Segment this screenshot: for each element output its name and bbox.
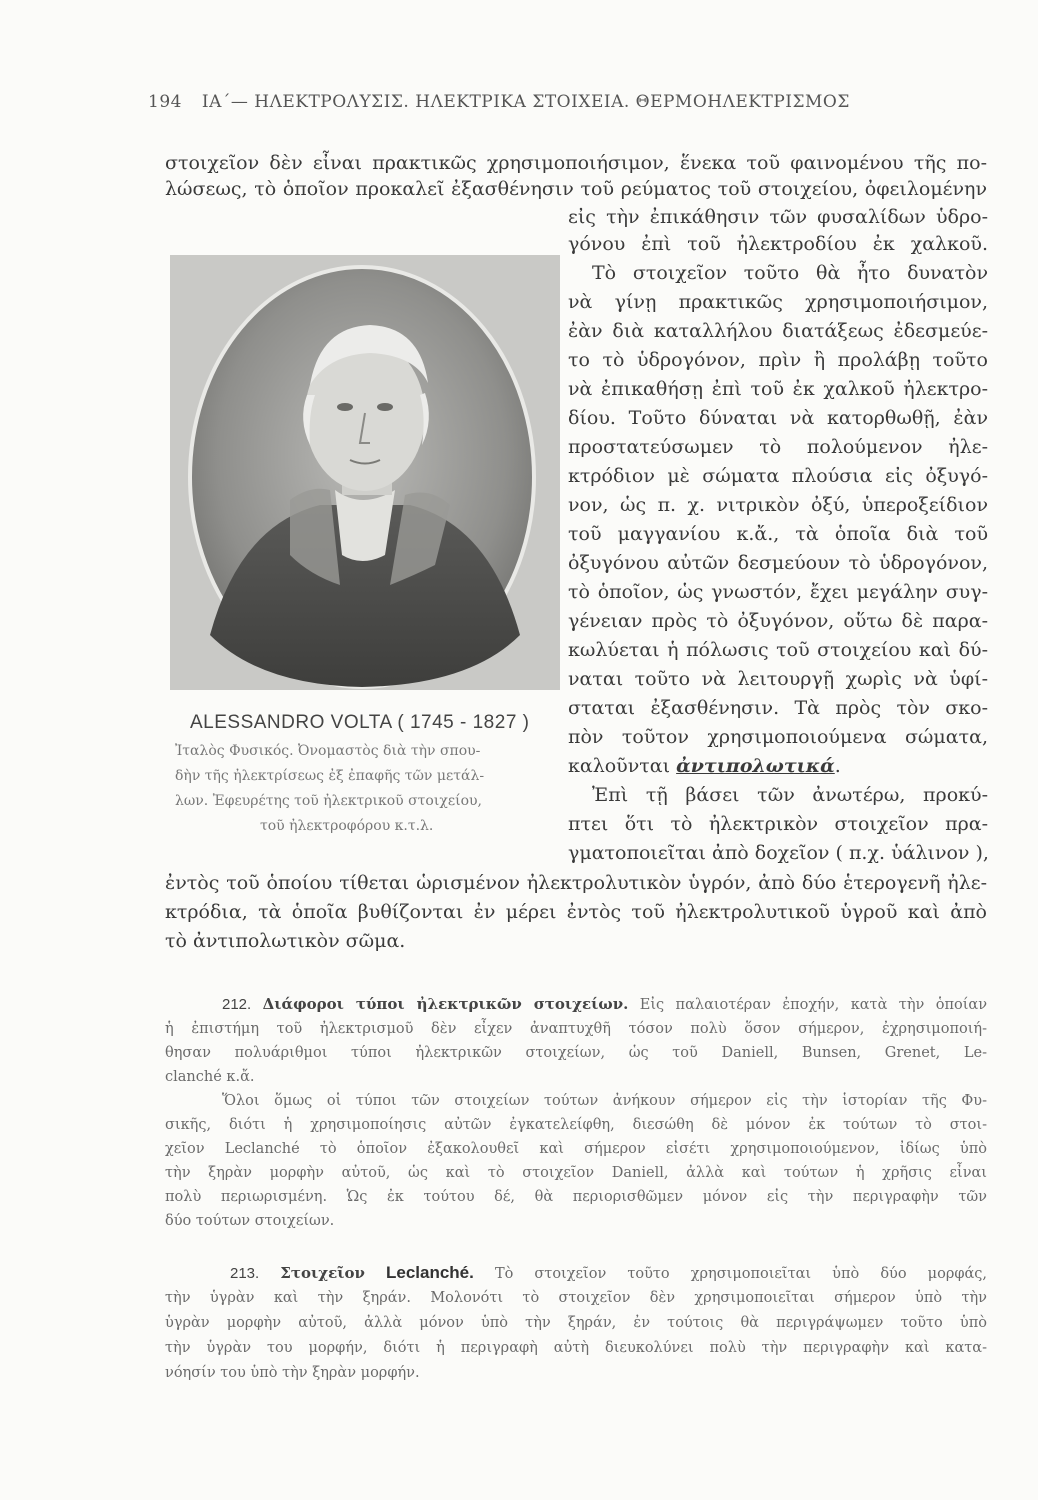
text-line: σταται ἐξασθένησιν. Τὰ πρὸς τὸν σκο-: [568, 697, 988, 719]
section-number: 213.: [230, 1265, 260, 1282]
text-line: γένειαν πρὸς τὸ ὀξυγόνον, οὕτω δὲ παρα-: [568, 610, 988, 632]
text-line: γόνου ἐπὶ τοῦ ἠλεκτροδίου ἐκ χαλκοῦ.: [568, 233, 988, 255]
text-line: τὴν ὑγρὰν του μορφήν, διότι ἡ περιγραφὴ αὐτὴ διευκολύνει πολὺ τὴν περιγραφὴν καὶ κατα-: [165, 1340, 987, 1356]
section-number: 212.: [222, 996, 252, 1013]
term-antipolotika: ἀντιπολωτικά: [676, 755, 835, 777]
section-title: Διάφοροι τύποι ἠλεκτρικῶν στοιχείων.: [262, 995, 629, 1013]
section-213-heading-line: [230, 1263, 987, 1283]
text-line: ἡ ἐπιστήμη τοῦ ἠλεκτρισμοῦ δὲν εἶχεν ἀναπτυχθῆ τόσον πολὺ ὅσον σήμερον, ἐχρησιμοποιή-: [165, 1021, 987, 1037]
text-line: νὰ γίνῃ πρακτικῶς χρησιμοποιήσιμον,: [568, 291, 988, 313]
text-line: [568, 755, 988, 777]
text-line: τὸ ὁποῖον, ὡς γνωστόν, ἔχει μεγάλην συγ-: [568, 581, 988, 603]
caption-line: λων. Ἐφευρέτης τοῦ ἠλεκτρικοῦ στοιχείου,: [175, 793, 482, 809]
text-line: κωλύεται ἡ πόλωσις τοῦ στοιχείου καὶ δύ-: [568, 639, 988, 661]
caption-line: τοῦ ἠλεκτροφόρου κ.τ.λ.: [260, 818, 434, 834]
text-line: θησαν πολυάριθμοι τύποι ἠλεκτρικῶν στοιχείων, ὡς τοῦ Daniell, Bunsen, Grenet, Le-: [165, 1045, 987, 1061]
text-line: κτρόδια, τὰ ὁποῖα βυθίζονται ἐν μέρει ἐντὸς τοῦ ἠλεκτρολυτικοῦ ὑγροῦ καὶ ἀπὸ: [165, 901, 987, 923]
text-fragment: Εἰς παλαιοτέραν ἐποχήν, κατὰ τὴν ὁποίαν: [639, 997, 988, 1013]
section-title-brand: Leclanché.: [385, 1263, 474, 1282]
caption-line: Ἰταλὸς Φυσικός. Ὀνομαστὸς διὰ τὴν σπου-: [175, 743, 481, 759]
text-line: ὀξυγόνου αὐτῶν δεσμεύουν τὸ ὑδρογόνον,: [568, 552, 988, 574]
text-line: προστατεύσωμεν τὸ πολούμενον ἠλε-: [568, 436, 988, 458]
text-line: σικῆς, διότι ἡ χρησιμοποίησις αὐτῶν ἐγκατελείφθη, διεσώθη δὲ μόνον ἐκ τούτων τὸ στοι-: [165, 1117, 987, 1133]
text-line: εἰς τὴν ἐπικάθησιν τῶν φυσαλίδων ὑδρο-: [568, 206, 988, 228]
text-line: δύο τούτων στοιχείων.: [165, 1213, 335, 1229]
text-line: χεῖον Leclanché τὸ ὁποῖον ἐξακολουθεῖ καὶ σήμερον εἰσέτι χρησιμοποιούμενον, ἰδίως ὑπὸ: [165, 1141, 987, 1157]
text-line: τὴν ξηρὰν μορφὴν αὐτοῦ, ὡς καὶ τὸ στοιχεῖον Daniell, ἀλλὰ καὶ τούτων ἡ χρῆσις εἶναι: [165, 1165, 987, 1181]
text-line: ἐὰν διὰ καταλλήλου διατάξεως ἐδεσμεύε-: [568, 320, 988, 342]
text-line: κτρόδιον μὲ σώματα πλούσια εἰς ὀξυγό-: [568, 465, 988, 487]
text-line: ὑγρὰν μορφὴν αὐτοῦ, ἀλλὰ μόνον ὑπὸ τὴν ξηράν, ἐν τούτοις θὰ περιγράψωμεν τοῦτο ὑπὸ: [165, 1315, 987, 1331]
section-212-heading-line: [222, 995, 987, 1013]
text-line: Ὅλοι ὅμως οἱ τύποι τῶν στοιχείων τούτων ἀνήκουν σήμερον εἰς τὴν ἱστορίαν τῆς Φυ-: [222, 1093, 987, 1109]
text-line: Τὸ στοιχεῖον τοῦτο θὰ ἦτο δυνατὸν: [592, 262, 988, 284]
text-line: Ἐπὶ τῇ βάσει τῶν ἀνωτέρω, προκύ-: [592, 784, 988, 806]
text-line: δίου. Τοῦτο δύναται νὰ κατορθωθῇ, ἐὰν: [568, 407, 988, 429]
caption-title: ALESSANDRO VOLTA ( 1745 - 1827 ): [190, 712, 530, 733]
text-line: το τὸ ὑδρογόνον, πρὶν ἢ προλάβῃ τοῦτο: [568, 349, 988, 371]
running-title: ΙΑ΄— ΗΛΕΚΤΡΟΛΥΣΙΣ. ΗΛΕΚΤΡΙΚΑ ΣΤΟΙΧΕΙΑ. ΘΕΡΜΟΗΛΕΚΤΡΙΣΜΟΣ: [201, 92, 850, 112]
text-line: στοιχεῖον δὲν εἶναι πρακτικῶς χρησιμοποιήσιμον, ἕνεκα τοῦ φαινομένου τῆς πο-: [165, 152, 987, 174]
text-line: πολὺ περιωρισμένη. Ὡς ἐκ τούτου δέ, θὰ περιορισθῶμεν μόνον εἰς τὴν περιγραφὴν τῶν: [165, 1189, 987, 1205]
text-fragment: Τὸ στοιχεῖον τοῦτο χρησιμοποιεῖται ὑπὸ δύο μορφάς,: [494, 1266, 988, 1282]
text-line: πτει ὅτι τὸ ἠλεκτρικὸν στοιχεῖον πρα-: [568, 813, 988, 835]
text-line: ναται τοῦτο νὰ λειτουργῇ χωρὶς νὰ ὑφί-: [568, 668, 988, 690]
text-line: νον, ὡς π. χ. νιτρικὸν ὀξύ, ὑπεροξείδιον: [568, 494, 988, 516]
text-line: τὸ ἀντιπολωτικὸν σῶμα.: [165, 930, 406, 952]
text-line: ἐντὸς τοῦ ὁποίου τίθεται ὡρισμένον ἠλεκτρολυτικὸν ὑγρόν, ἀπὸ δύο ἑτερογενῆ ἠλε-: [165, 872, 987, 894]
text-line: νόησίν του ὑπὸ τὴν ξηρὰν μορφήν.: [165, 1365, 420, 1381]
text-line: λώσεως, τὸ ὁποῖον προκαλεῖ ἐξασθένησιν τοῦ ρεύματος τοῦ στοιχείου, ὀφειλομένην: [165, 178, 987, 200]
text-line: clanché κ.ἄ.: [165, 1069, 255, 1085]
text-fragment: .: [834, 755, 841, 777]
page-number: 194: [148, 92, 182, 112]
running-header: [148, 92, 928, 112]
section-title: Στοιχεῖον: [280, 1264, 365, 1282]
text-fragment: καλοῦνται: [568, 755, 677, 777]
volta-portrait: [170, 255, 560, 690]
text-line: γματοποιεῖται ἀπὸ δοχεῖον ( π.χ. ὑάλινον ),: [568, 842, 989, 864]
text-line: πὸν τοῦτον χρησιμοποιούμενα σώματα,: [568, 726, 988, 748]
caption-line: δὴν τῆς ἠλεκτρίσεως ἐξ ἐπαφῆς τῶν μετάλ-: [175, 768, 485, 784]
text-line: νὰ ἐπικαθήσῃ ἐπὶ τοῦ ἐκ χαλκοῦ ἠλεκτρο-: [568, 378, 988, 400]
text-line: τὴν ὑγρὰν καὶ τὴν ξηράν. Μολονότι τὸ στοιχεῖον δὲν χρησιμοποιεῖται σήμερον ὑπὸ τὴν: [165, 1290, 987, 1306]
text-line: τοῦ μαγγανίου κ.ἄ., τὰ ὁποῖα διὰ τοῦ: [568, 523, 988, 545]
